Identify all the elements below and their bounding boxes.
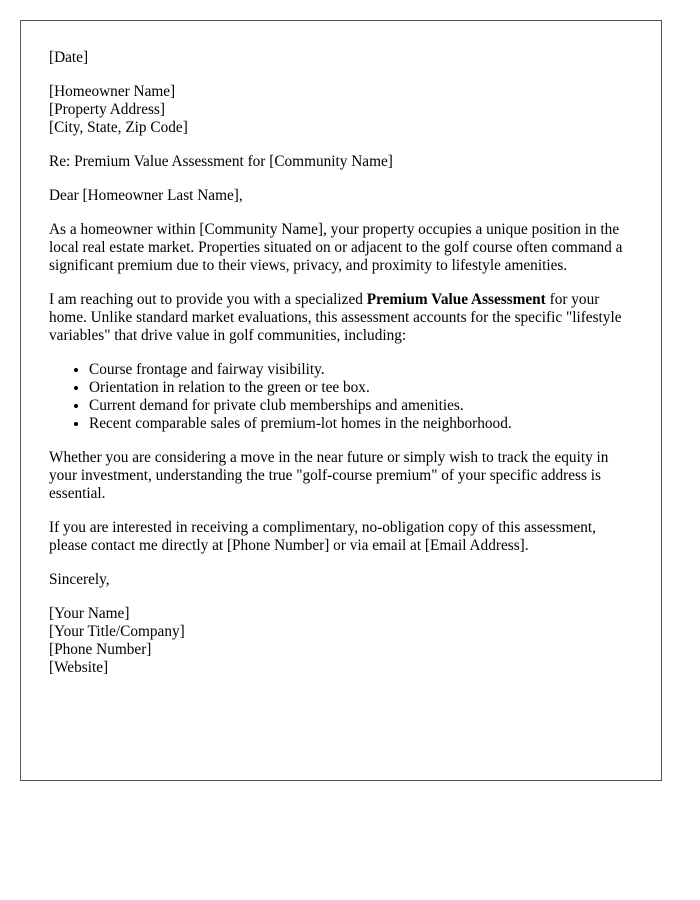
recipient-address: [Property Address] [49,101,165,118]
list-item: • Recent comparable sales of premium-lot homes in the neighborhood. [89,415,633,433]
recipient-address-block [49,83,633,137]
body-paragraph-equity: Whether you are considering a move in the near future or simply wish to track the equity in your investment, understanding the true "golf-course premium" of your specific address is essential. [49,449,609,502]
recipient-city-state-zip: [City, State, Zip Code] [49,119,188,136]
body-paragraph-intro: As a homeowner within [Community Name], your property occupies a unique position in the local real estate market. Properties situated on or adjacent to the golf course often command a significant premium due to their views, privacy, and proximity to lifestyle amenities. [49,221,623,274]
signature-title-company: [Your Title/Company] [49,623,185,640]
signature-website: [Website] [49,659,109,676]
body-paragraph-assessment [49,291,633,345]
letter-page [20,20,662,781]
assessment-bold-title: Premium Value Assessment [366,291,546,308]
letter-date: [Date] [49,49,89,66]
recipient-name: [Homeowner Name] [49,83,176,100]
body-paragraph-contact: If you are interested in receiving a complimentary, no-obligation copy of this assessment, please contact me directly at [Phone Number] or via email at [Email Address]. [49,519,596,554]
list-item: • Course frontage and fairway visibility. [89,361,633,379]
salutation: Dear [Homeowner Last Name], [49,187,243,204]
signature-block [49,605,633,677]
signature-name: [Your Name] [49,605,130,622]
assessment-text-after: for your home. Unlike standard market evaluations, this assessment accounts for the specific "lifestyle variables" that drive value in golf communities, including: [49,291,622,344]
closing: Sincerely, [49,571,110,588]
subject-line: Re: Premium Value Assessment for [Community Name] [49,153,393,170]
list-item: • Orientation in relation to the green or tee box. [89,379,633,397]
signature-phone: [Phone Number] [49,641,152,658]
lifestyle-variables-list [49,361,633,433]
assessment-text-before: I am reaching out to provide you with a specialized [49,291,367,308]
list-item: • Current demand for private club memberships and amenities. [89,397,633,415]
date-block [49,49,633,67]
